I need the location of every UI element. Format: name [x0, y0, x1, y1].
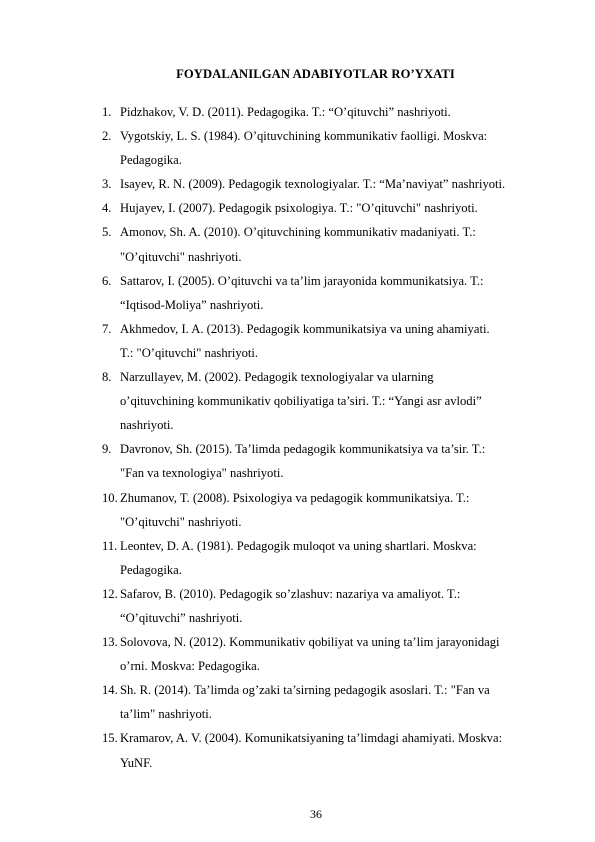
- reference-number: 15.: [102, 731, 118, 746]
- reference-text: Sattarov, I. (2005). O’qituvchi va ta’lim jarayonida kommunikatsiya. T.: “Iqtisod-Moliya” nashriyoti.: [120, 273, 484, 312]
- reference-item: [102, 534, 562, 582]
- reference-number: 6.: [102, 273, 112, 288]
- reference-item: [102, 172, 562, 196]
- reference-number: 7.: [102, 321, 112, 336]
- page-number: 36: [310, 807, 322, 821]
- reference-text: Pidzhakov, V. D. (2011). Pedagogika. T.: “O’qituvchi” nashriyoti.: [120, 105, 451, 119]
- reference-item: [102, 582, 562, 630]
- reference-number: 13.: [102, 635, 118, 650]
- reference-item: [102, 486, 562, 534]
- reference-list: [102, 100, 562, 775]
- reference-number: 14.: [102, 683, 118, 698]
- reference-item: [102, 726, 562, 774]
- reference-item: [102, 220, 562, 268]
- reference-number: 5.: [102, 225, 112, 240]
- reference-number: 1.: [102, 105, 112, 119]
- reference-text: Isayev, R. N. (2009). Pedagogik texnologiyalar. T.: “Ma’naviyat” nashriyoti.: [120, 177, 506, 192]
- reference-text: Solovova, N. (2012). Kommunikativ qobiliyat va uning ta’lim jarayonidagi o’rni. Moskva: Pedagogika.: [120, 635, 500, 674]
- reference-item: [102, 100, 562, 124]
- reference-number: 9.: [102, 442, 112, 457]
- reference-number: 2.: [102, 129, 112, 144]
- reference-number: 3.: [102, 177, 112, 192]
- reference-item: [102, 437, 562, 485]
- reference-number: 10.: [102, 490, 118, 505]
- reference-item: [102, 630, 562, 678]
- reference-text: Leontev, D. A. (1981). Pedagogik muloqot va uning shartlari. Moskva: Pedagogika.: [120, 538, 477, 577]
- reference-item: [102, 124, 562, 172]
- reference-item: [102, 196, 562, 220]
- reference-number: 8.: [102, 370, 112, 385]
- reference-text: Narzullayev, M. (2002). Pedagogik texnologiyalar va ularning o’qituvchining kommunikativ qobiliyatiga ta’siri. T.: “Yangi asr avlodi” nashriyoti.: [120, 370, 482, 433]
- reference-text: Akhmedov, I. A. (2013). Pedagogik kommunikatsiya va uning ahamiyati. T.: "O’qituvchi" nashriyoti.: [120, 321, 490, 360]
- reference-text: Safarov, B. (2010). Pedagogik so’zlashuv: nazariya va amaliyot. T.: “O’qituvchi” nashriyoti.: [120, 586, 461, 625]
- reference-text: Vygotskiy, L. S. (1984). O’qituvchining kommunikativ faolligi. Moskva: Pedagogika.: [120, 129, 488, 168]
- reference-item: [102, 678, 562, 726]
- reference-text: Zhumanov, T. (2008). Psixologiya va pedagogik kommunikatsiya. T.: "O’qituvchi" nashriyoti.: [120, 490, 470, 529]
- reference-number: 11.: [102, 538, 118, 553]
- reference-item: [102, 269, 562, 317]
- reference-text: Kramarov, A. V. (2004). Komunikatsiyaning ta’limdagi ahamiyati. Moskva: YuNF.: [120, 731, 503, 770]
- page-title: FOYDALANILGAN ADABIYOTLAR RO’YXATI: [176, 67, 455, 81]
- reference-text: Sh. R. (2014). Ta’limda og’zaki ta’sirning pedagogik asoslari. T.: "Fan va ta’lim" nashriyoti.: [120, 683, 490, 722]
- reference-item: [102, 365, 562, 437]
- reference-text: Hujayev, I. (2007). Pedagogik psixologiya. T.: "O’qituvchi" nashriyoti.: [120, 201, 478, 216]
- reference-text: Davronov, Sh. (2015). Ta’limda pedagogik kommunikatsiya va ta’sir. T.: "Fan va texnologiya" nashriyoti.: [120, 442, 486, 481]
- reference-number: 12.: [102, 586, 118, 601]
- reference-text: Amonov, Sh. A. (2010). O’qituvchining kommunikativ madaniyati. T.: "O’qituvchi" nashriyoti.: [120, 225, 476, 264]
- reference-number: 4.: [102, 201, 112, 216]
- reference-item: [102, 317, 562, 365]
